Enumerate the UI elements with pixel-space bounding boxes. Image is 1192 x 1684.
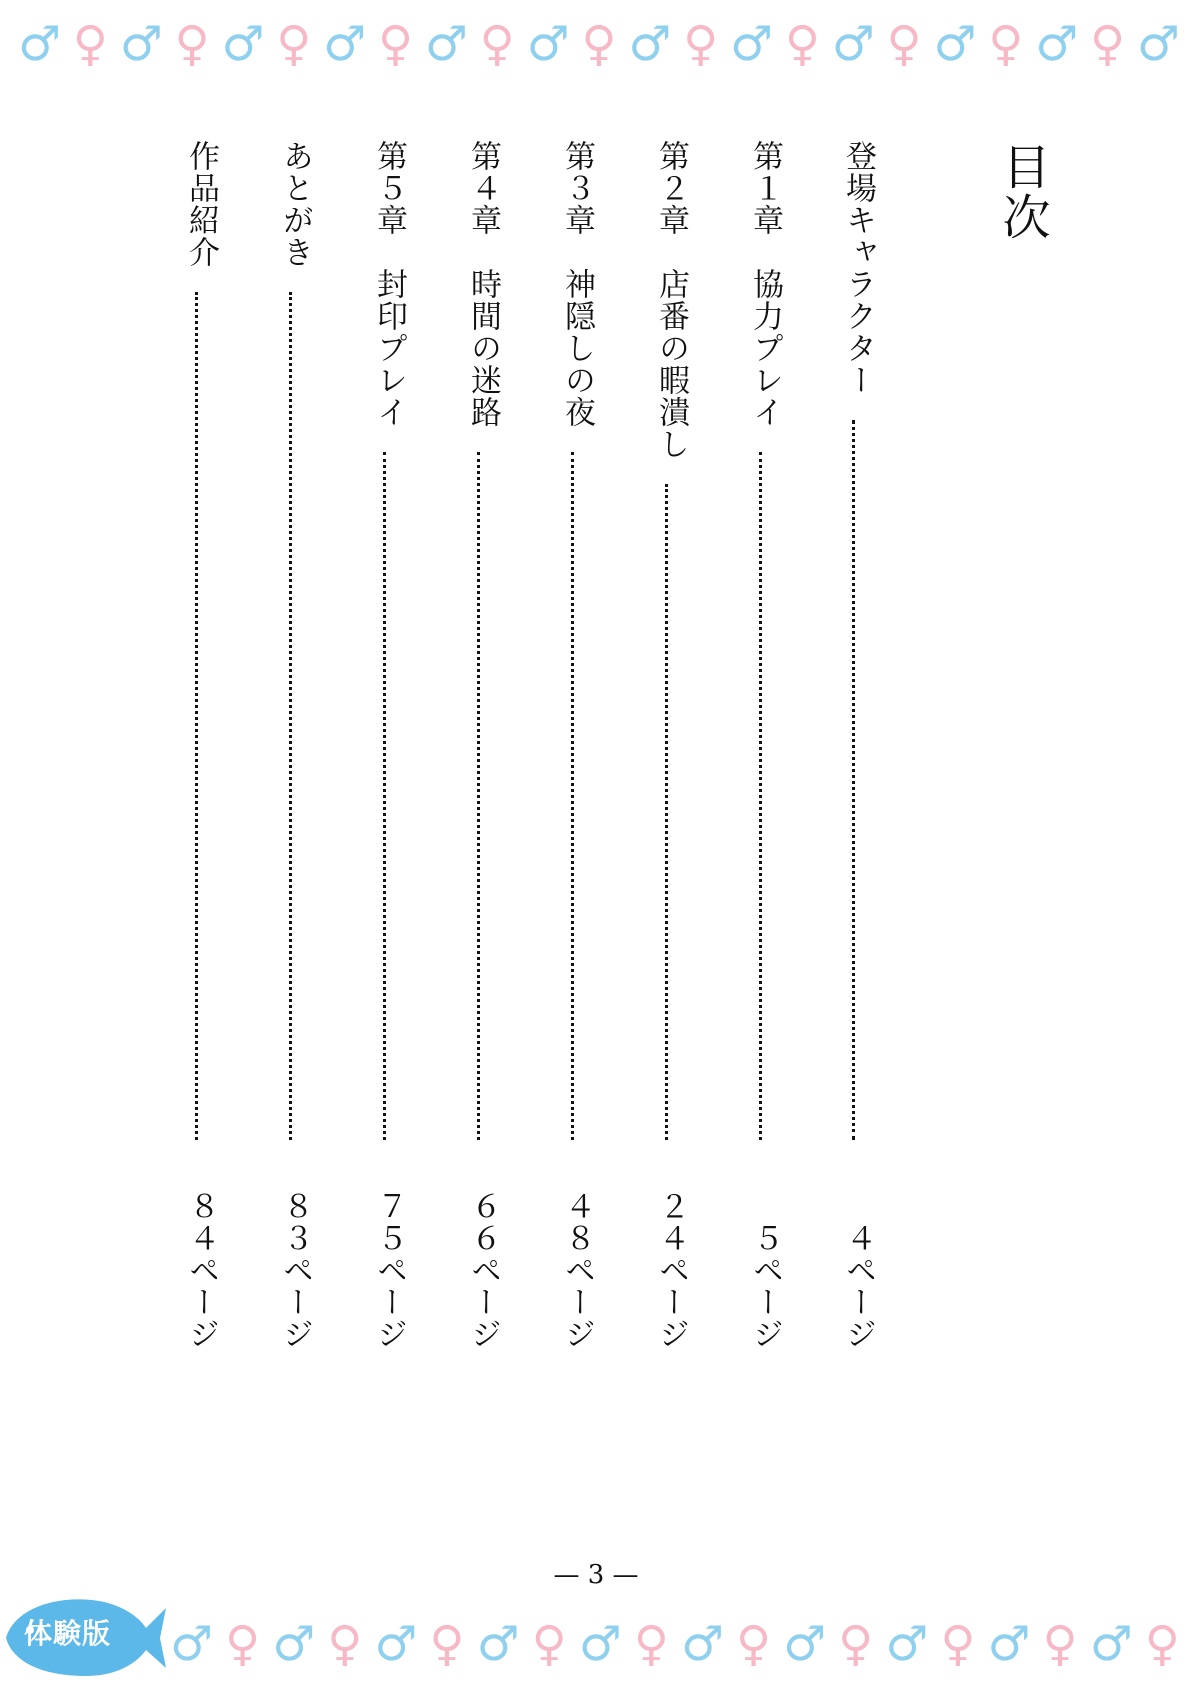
female-symbol-icon: ♀ — [735, 1616, 772, 1672]
male-symbol-icon: ♂ — [221, 16, 265, 72]
toc-entry-chapter-1[interactable] — [740, 140, 783, 1440]
toc-entry-page: ８４ページ — [183, 1190, 219, 1350]
toc-leader-dots — [852, 420, 855, 1140]
toc-entry-label: 第５章 封印プレイ — [371, 140, 407, 428]
toc-entry-works[interactable] — [176, 140, 219, 1440]
toc-entry-page: ２４ページ — [653, 1190, 689, 1350]
male-symbol-icon: ♂ — [783, 1616, 827, 1672]
toc-title: 目次 — [994, 142, 1050, 242]
toc-entry-page: ４ページ — [840, 1222, 876, 1350]
female-symbol-icon: ♀ — [1089, 16, 1126, 72]
toc-leader-dots — [477, 452, 480, 1140]
toc-entry-label: 第１章 協力プレイ — [747, 140, 783, 428]
female-symbol-icon: ♀ — [1144, 1616, 1180, 1672]
toc-entry-chapter-2[interactable] — [646, 140, 689, 1440]
female-symbol-icon: ♀ — [838, 1616, 874, 1672]
male-symbol-icon: ♂ — [730, 16, 774, 72]
male-symbol-icon: ♂ — [18, 16, 62, 72]
toc-leader-dots — [759, 452, 762, 1140]
toc-leader-dots — [289, 292, 292, 1140]
toc-entry-label: 第４章 時間の迷路 — [465, 140, 501, 428]
female-symbol-icon: ♀ — [531, 1616, 567, 1672]
male-symbol-icon: ♂ — [1089, 1616, 1133, 1672]
toc-entry-characters[interactable] — [833, 140, 876, 1440]
female-symbol-icon: ♀ — [683, 16, 719, 72]
male-symbol-icon: ♂ — [170, 1616, 214, 1672]
female-symbol-icon: ♀ — [72, 16, 108, 72]
top-gender-symbol-border — [0, 12, 1192, 76]
female-symbol-icon: ♀ — [1042, 1616, 1078, 1672]
female-symbol-icon: ♀ — [940, 1616, 976, 1672]
male-symbol-icon: ♂ — [476, 1616, 520, 1672]
male-symbol-icon: ♂ — [831, 16, 875, 72]
male-symbol-icon: ♂ — [680, 1616, 724, 1672]
female-symbol-icon: ♀ — [988, 16, 1024, 72]
toc-leader-dots — [195, 292, 198, 1140]
male-symbol-icon: ♂ — [933, 16, 977, 72]
toc-entry-label: 第２章 店番の暇潰し — [653, 140, 689, 460]
male-symbol-icon: ♂ — [885, 1616, 929, 1672]
male-symbol-icon: ♂ — [526, 16, 570, 72]
toc-entry-page: ４８ページ — [559, 1190, 595, 1350]
toc-leader-dots — [383, 452, 386, 1140]
male-symbol-icon: ♂ — [1035, 16, 1079, 72]
male-symbol-icon: ♂ — [119, 16, 163, 72]
female-symbol-icon: ♀ — [225, 1616, 261, 1672]
female-symbol-icon: ♀ — [886, 16, 922, 72]
toc-entry-page: ８３ページ — [277, 1190, 313, 1350]
female-symbol-icon: ♀ — [429, 1616, 465, 1672]
bottom-gender-symbol-border — [0, 1612, 1192, 1676]
female-symbol-icon: ♀ — [633, 1616, 669, 1672]
female-symbol-icon: ♀ — [174, 16, 210, 72]
trial-version-label: 体験版 — [24, 1617, 112, 1650]
toc-leader-dots — [571, 452, 574, 1140]
male-symbol-icon: ♂ — [628, 16, 672, 72]
female-symbol-icon: ♀ — [327, 1616, 363, 1672]
toc-entry-label: 作品紹介 — [183, 140, 219, 268]
male-symbol-icon: ♂ — [1136, 16, 1180, 72]
toc-entry-page: ５ページ — [747, 1222, 783, 1350]
toc-leader-dots — [665, 484, 668, 1140]
toc-entry-chapter-4[interactable] — [458, 140, 501, 1440]
page-number: — 3 — — [553, 1560, 639, 1590]
female-symbol-icon: ♀ — [276, 16, 312, 72]
male-symbol-icon: ♂ — [424, 16, 468, 72]
male-symbol-icon: ♂ — [578, 1616, 622, 1672]
toc-entry-label: 登場キャラクター — [840, 140, 876, 396]
male-symbol-icon: ♂ — [323, 16, 367, 72]
male-symbol-icon: ♂ — [374, 1616, 418, 1672]
toc-entry-page: ６６ページ — [465, 1190, 501, 1350]
male-symbol-icon: ♂ — [272, 1616, 316, 1672]
toc-entry-chapter-3[interactable] — [552, 140, 595, 1440]
female-symbol-icon: ♀ — [377, 16, 414, 72]
toc-entry-chapter-5[interactable] — [364, 140, 407, 1440]
toc-entry-page: ７５ページ — [371, 1190, 407, 1350]
female-symbol-icon: ♀ — [581, 16, 617, 72]
toc-entry-label: 第３章 神隠しの夜 — [559, 140, 595, 428]
female-symbol-icon: ♀ — [479, 16, 515, 72]
toc-entry-label: あとがき — [277, 140, 313, 268]
male-symbol-icon: ♂ — [987, 1616, 1031, 1672]
toc-entry-afterword[interactable] — [270, 140, 313, 1440]
female-symbol-icon: ♀ — [784, 16, 820, 72]
